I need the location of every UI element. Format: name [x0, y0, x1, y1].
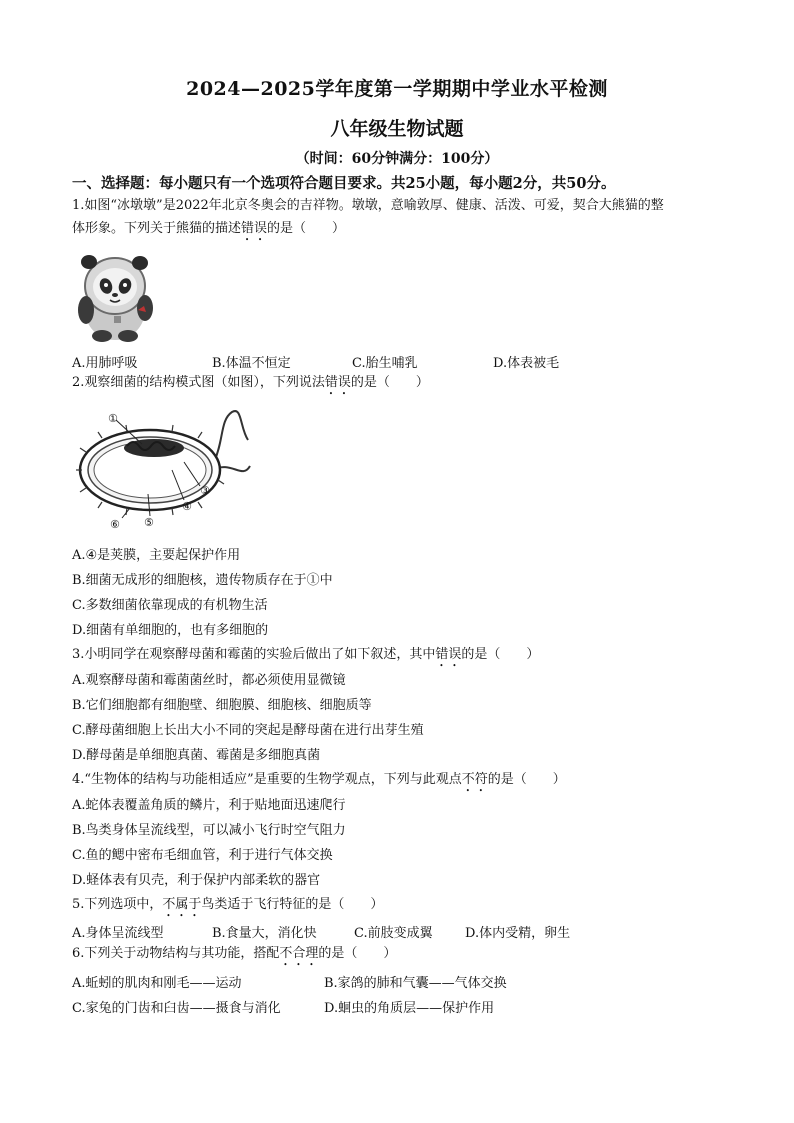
q6-options-row2 — [72, 997, 722, 1015]
q2-option-c[interactable]: C.多数细菌依靠现成的有机物生活 — [72, 598, 268, 613]
q6-stem-emphasis: 不合理 — [279, 946, 319, 961]
q3-stem-pre: 3.小明同学在观察酵母菌和霉菌的实验后做出了如下叙述，其中 — [72, 647, 436, 662]
q1-stem-emphasis: 错误 — [241, 221, 268, 236]
q5-option-b[interactable]: B.食量大，消化快 — [212, 926, 317, 941]
q1-options — [72, 352, 722, 370]
bacteria-label-6: ⑥ — [110, 518, 120, 531]
q6-option-b[interactable]: B.家鸽的肺和气囊——气体交换 — [324, 976, 507, 991]
q3-option-a[interactable]: A.观察酵母菌和霉菌菌丝时，都必须使用显微镜 — [72, 673, 346, 688]
q3-stem — [72, 646, 539, 670]
q2-stem — [72, 374, 429, 398]
q4-option-a[interactable]: A.蛇体表覆盖角质的鳞片，利于贴地面迅速爬行 — [72, 798, 346, 813]
q6-option-c[interactable]: C.家兔的门齿和臼齿——摄食与消化 — [72, 1001, 281, 1016]
q5-stem — [72, 896, 383, 920]
q2-option-a[interactable]: A.④是荚膜，主要起保护作用 — [72, 548, 241, 563]
q2-stem-pre: 2.观察细菌的结构模式图（如图），下列说法 — [72, 375, 325, 390]
exam-time-score: （时间：60分钟满分：100分） — [295, 151, 499, 167]
q5-stem-post: 鸟类适于飞行特征的是（ ） — [201, 897, 384, 912]
q6-options-row1 — [72, 972, 722, 990]
q4-stem-emphasis: 不符 — [461, 772, 488, 787]
q4-stem-post: 的是（ ） — [487, 772, 566, 787]
q4-option-d[interactable]: D.蛏体表有贝壳，利于保护内部柔软的器官 — [72, 873, 321, 888]
q4-stem — [72, 771, 566, 795]
q3-stem-post: 的是（ ） — [461, 647, 540, 662]
bacteria-label-3: ③ — [200, 484, 210, 497]
q5-option-c[interactable]: C.前肢变成翼 — [354, 926, 433, 941]
q1-stem-line2 — [72, 220, 345, 244]
q5-option-a[interactable]: A.身体呈流线型 — [72, 926, 164, 941]
q6-stem — [72, 945, 396, 969]
exam-title: 2024—2025学年度第一学期期中学业水平检测 — [186, 78, 608, 100]
q1-option-b[interactable]: B.体温不恒定 — [212, 356, 291, 371]
q1-option-d[interactable]: D.体表被毛 — [493, 356, 560, 371]
section-heading: 一、选择题：每小题只有一个选项符合题目要求。共25小题，每小题2分，共50分。 — [72, 175, 616, 192]
bacteria-label-4: ④ — [182, 500, 192, 513]
q3-option-d[interactable]: D.酵母菌是单细胞真菌、霉菌是多细胞真菌 — [72, 748, 321, 763]
q1-option-c[interactable]: C.胎生哺乳 — [352, 356, 418, 371]
q3-stem-emphasis: 错误 — [435, 647, 462, 662]
q2-stem-emphasis: 错误 — [324, 375, 351, 390]
q6-stem-pre: 6.下列关于动物结构与其功能，搭配 — [72, 946, 280, 961]
q4-option-b[interactable]: B.鸟类身体呈流线型，可以减小飞行时空气阻力 — [72, 823, 346, 838]
q6-option-a[interactable]: A.蚯蚓的肌肉和刚毛——运动 — [72, 976, 242, 991]
q3-option-c[interactable]: C.酵母菌细胞上长出大小不同的突起是酵母菌在进行出芽生殖 — [72, 723, 424, 738]
q1-stem-pre: 体形象。下列关于熊猫的描述 — [72, 221, 242, 236]
q5-stem-emphasis: 不属于 — [162, 897, 202, 912]
q2-stem-post: 的是（ ） — [350, 375, 429, 390]
exam-subtitle: 八年级生物试题 — [330, 118, 464, 140]
q6-option-d[interactable]: D.蛔虫的角质层——保护作用 — [324, 1001, 495, 1016]
q4-stem-pre: 4.“生物体的结构与功能相适应”是重要的生物学观点，下列与此观点 — [72, 772, 462, 787]
q5-option-d[interactable]: D.体内受精，卵生 — [465, 926, 571, 941]
q6-stem-post: 的是（ ） — [318, 946, 397, 961]
bing-dwen-dwen-mascot-figure — [72, 250, 158, 344]
q2-option-b[interactable]: B.细菌无成形的细胞核，遗传物质存在于①中 — [72, 573, 333, 588]
q2-option-d[interactable]: D.细菌有单细胞的，也有多细胞的 — [72, 623, 269, 638]
q3-option-b[interactable]: B.它们细胞都有细胞壁、细胞膜、细胞核、细胞质等 — [72, 698, 372, 713]
q5-stem-pre: 5.下列选项中， — [72, 897, 163, 912]
q1-option-a[interactable]: A.用肺呼吸 — [72, 356, 138, 371]
bacteria-label-1: ① — [108, 412, 118, 425]
q5-options — [72, 922, 722, 940]
q4-option-c[interactable]: C.鱼的鳃中密布毛细血管，利于进行气体交换 — [72, 848, 333, 863]
bacteria-structure-diagram — [72, 400, 252, 535]
bacteria-label-5: ⑤ — [144, 516, 154, 529]
q1-stem-post: 的是（ ） — [267, 221, 346, 236]
q1-stem-line1: 1.如图“冰墩墩”是2022年北京冬奥会的吉祥物。墩墩，意喻敦厚、健康、活泼、可爱，契合大熊猫的整 — [72, 198, 664, 213]
